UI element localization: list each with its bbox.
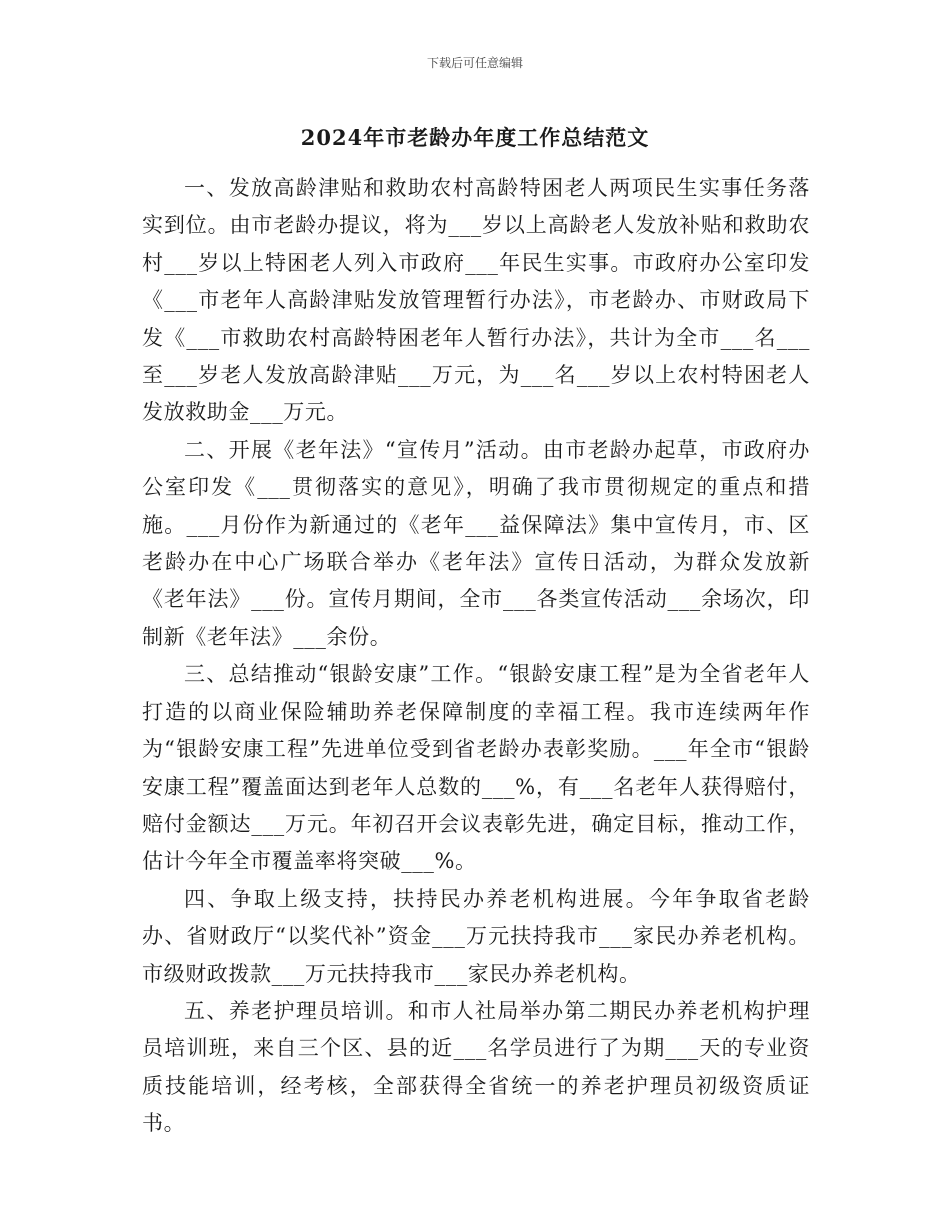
paragraph-3: 三、总结推动“银龄安康”工作。“银龄安康工程”是为全省老年人打造的以商业保险辅助养老保障制度的幸福工程。我市连续两年作为“银龄安康工程”先进单位受到省老龄办表彰奖励。___年全市“银龄安康工程”覆盖面达到老年人总数的___%，有___名老年人获得赔付，赔付金额达___万元。年初召开会议表彰先进，确定目标，推动工作，估计今年全市覆盖率将突破___%。: [142, 662, 810, 874]
paragraph-2: 二、开展《老年法》“宣传月”活动。由市老龄办起草，市政府办公室印发《___贯彻落实的意见》，明确了我市贯彻规定的重点和措施。___月份作为新通过的《老年___益保障法》集中宣传月，市、区老龄办在中心广场联合举办《老年法》宣传日活动，为群众发放新《老年法》___份。宣传月期间，全市___各类宣传活动___余场次，印制新《老年法》___余份。: [142, 437, 810, 649]
document-title: 2024年市老龄办年度工作总结范文: [300, 125, 650, 150]
document-body: [142, 170, 810, 1143]
paragraph-1: 一、发放高龄津贴和救助农村高龄特困老人两项民生实事任务落实到位。由市老龄办提议，将为___岁以上高龄老人发放补贴和救助农村___岁以上特困老人列入市政府___年民生实事。市政府办公室印发《___市老年人高龄津贴发放管理暂行办法》，市老龄办、市财政局下发《___市救助农村高龄特困老年人暂行办法》，共计为全市___名___至___岁老人发放高龄津贴___万元，为___名___岁以上农村特困老人发放救助金___万元。: [142, 176, 810, 425]
paragraph-4: 四、争取上级支持，扶持民办养老机构进展。今年争取省老龄办、省财政厅“以奖代补”资金___万元扶持我市___家民办养老机构。市级财政拨款___万元扶持我市___家民办养老机构。: [142, 886, 810, 986]
paragraph-5: 五、养老护理员培训。和市人社局举办第二期民办养老机构护理员培训班，来自三个区、县的近___名学员进行了为期___天的专业资质技能培训，经考核，全部获得全省统一的养老护理员初级资质证书。: [142, 998, 810, 1136]
header-note: 下载后可任意编辑: [426, 56, 523, 70]
